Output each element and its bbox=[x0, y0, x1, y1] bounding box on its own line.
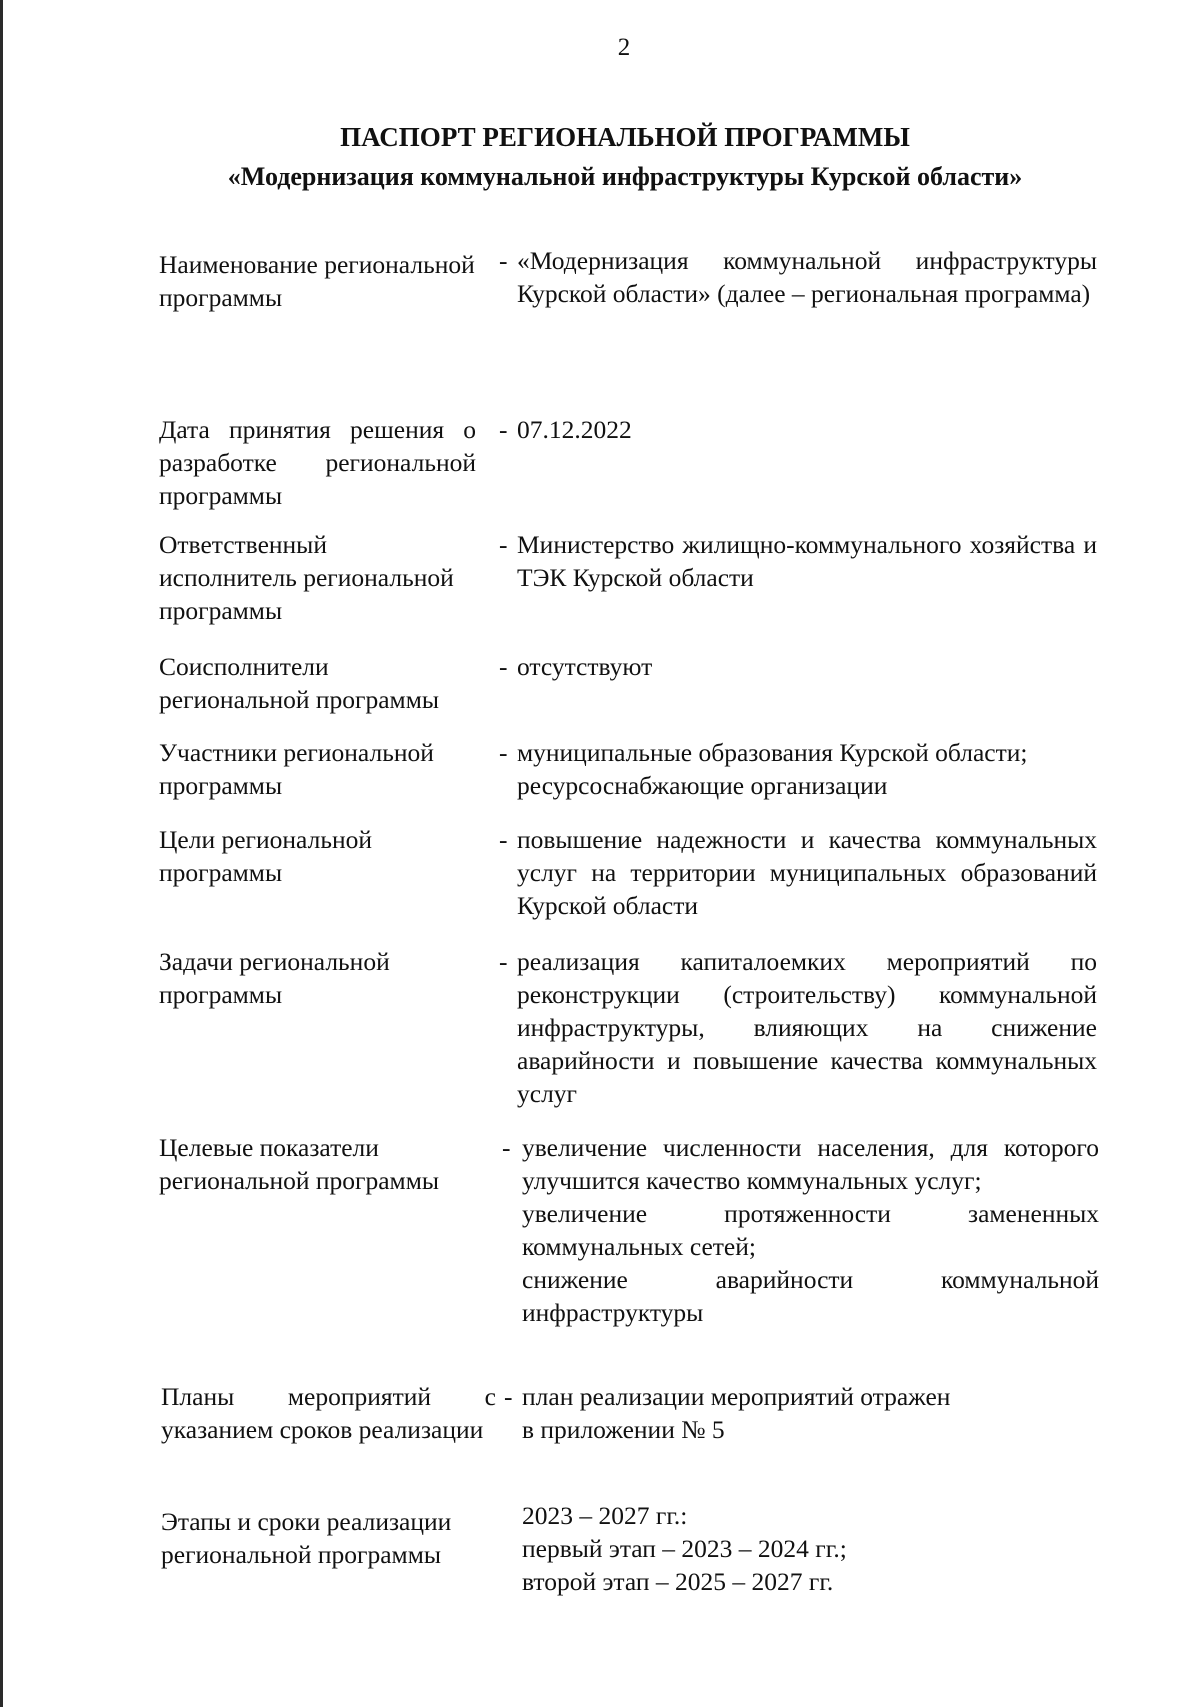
row-dash: - bbox=[499, 947, 508, 976]
row-value bbox=[522, 1131, 1099, 1329]
row-label: Дата принятия решения о разработке региональной программы bbox=[159, 415, 476, 510]
row-value: 07.12.2022 bbox=[517, 415, 632, 444]
value-line: снижение аварийности коммунальной инфраструктуры bbox=[522, 1265, 1099, 1327]
value-line: второй этап – 2025 – 2027 гг. bbox=[522, 1567, 834, 1596]
value-line: ресурсоснабжающие организации bbox=[517, 771, 888, 800]
row-dash: - bbox=[499, 530, 508, 559]
row-label: Соисполнители региональной программы bbox=[159, 652, 439, 714]
row-dash: - bbox=[499, 415, 508, 444]
row-label: Ответственный исполнитель региональной программы bbox=[159, 530, 454, 625]
row-value bbox=[517, 736, 1097, 802]
row-value: Министерство жилищно-коммунального хозяйства и ТЭК Курской области bbox=[517, 530, 1097, 592]
row-label: Целевые показатели региональной программы bbox=[159, 1133, 439, 1195]
row-label: Задачи региональной программы bbox=[159, 947, 390, 1009]
value-line: план реализации мероприятий отражен bbox=[522, 1382, 951, 1411]
row-label: Наименование региональной программы bbox=[159, 250, 475, 312]
row-dash: - bbox=[499, 738, 508, 767]
row-label: Планы мероприятий с указанием сроков реализации bbox=[161, 1382, 496, 1444]
row-dash: - bbox=[499, 652, 508, 681]
row-value: повышение надежности и качества коммунальных услуг на территории муниципальных образований Курской области bbox=[517, 825, 1097, 920]
row-value: реализация капиталоемких мероприятий по реконструкции (строительству) коммунальной инфраструктуры, влияющих на снижение аварийности и повышение качества коммунальных услуг bbox=[517, 947, 1097, 1108]
value-line: в приложении № 5 bbox=[522, 1415, 725, 1444]
row-label: Участники региональной программы bbox=[159, 738, 434, 800]
document-title: ПАСПОРТ РЕГИОНАЛЬНОЙ ПРОГРАММЫ bbox=[340, 122, 910, 152]
row-dash: - bbox=[504, 1382, 513, 1411]
row-value: отсутствуют bbox=[517, 652, 653, 681]
document-subtitle: «Модернизация коммунальной инфраструктуры Курской области» bbox=[227, 162, 1023, 191]
value-line: 2023 – 2027 гг.: bbox=[522, 1501, 688, 1530]
row-label: Этапы и сроки реализации региональной программы bbox=[161, 1507, 452, 1569]
value-line: увеличение протяженности замененных коммунальных сетей; bbox=[522, 1199, 1099, 1261]
row-dash: - bbox=[499, 825, 508, 854]
value-line: муниципальные образования Курской области; bbox=[517, 738, 1028, 767]
row-dash: - bbox=[502, 1133, 511, 1162]
row-value: «Модернизация коммунальной инфраструктуры Курской области» (далее – региональная программа) bbox=[517, 246, 1097, 308]
value-line: увеличение численности населения, для которого улучшится качество коммунальных услуг; bbox=[522, 1133, 1099, 1195]
page-edge-line bbox=[0, 0, 3, 1707]
row-value bbox=[522, 1499, 1102, 1598]
row-value bbox=[522, 1380, 1102, 1446]
row-label: Цели региональной программы bbox=[159, 825, 372, 887]
page-number: 2 bbox=[617, 34, 631, 61]
value-line: первый этап – 2023 – 2024 гг.; bbox=[522, 1534, 847, 1563]
row-dash: - bbox=[499, 246, 508, 275]
